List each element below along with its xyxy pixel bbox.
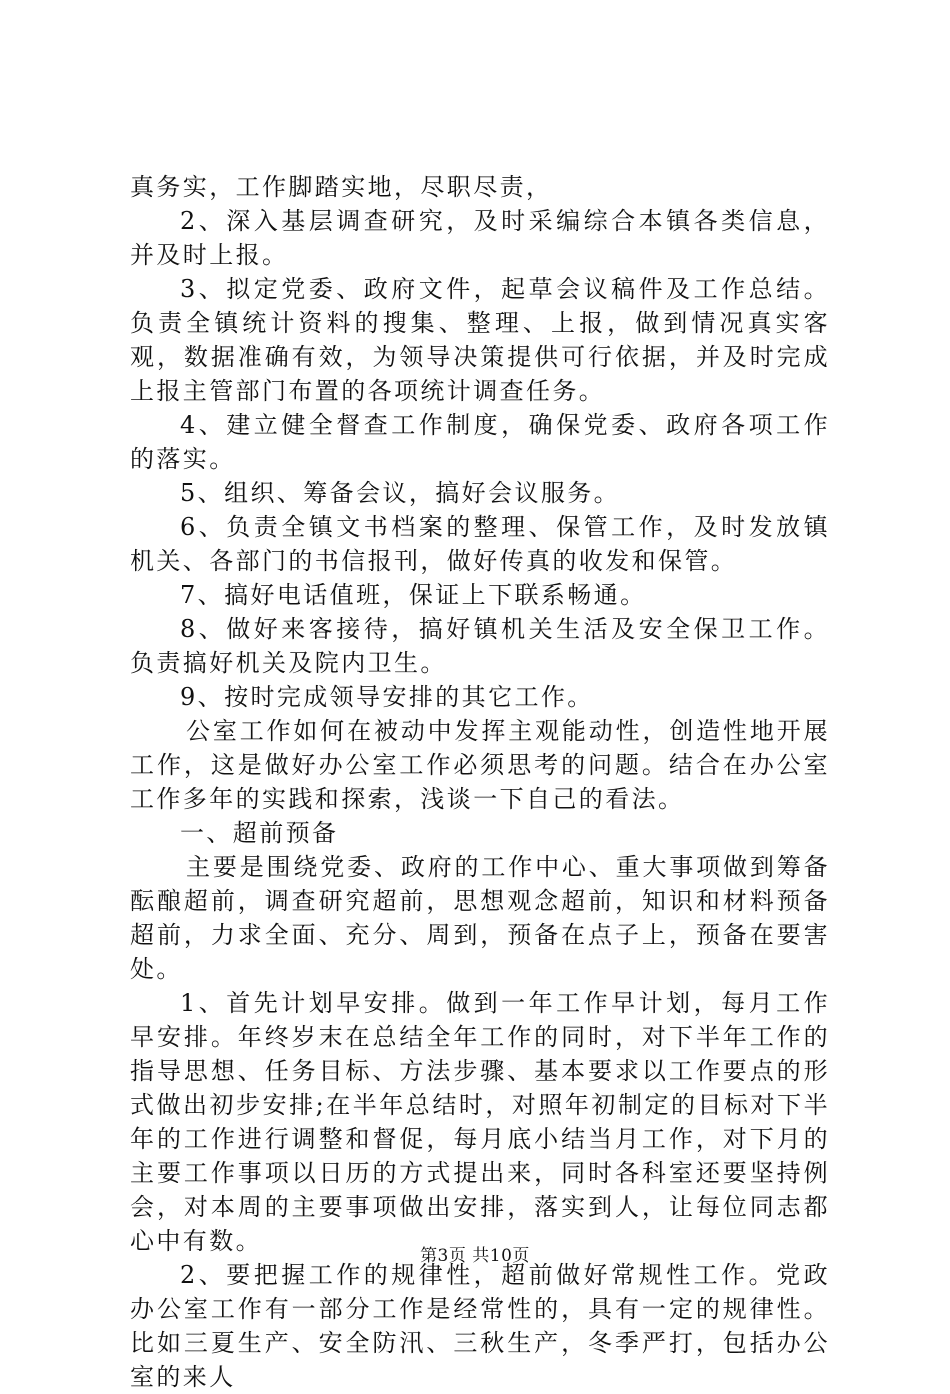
paragraph-item-4: 4、建立健全督查工作制度，确保党委、政府各项工作的落实。: [130, 411, 830, 473]
paragraph-item-7: 7、搞好电话值班，保证上下联系畅通。: [180, 581, 647, 609]
paragraph-item-6: 6、负责全镇文书档案的整理、保管工作，及时发放镇机关、各部门的书信报刊，做好传真的收发和保管。: [130, 513, 830, 575]
paragraph-item-2: 2、深入基层调查研究，及时采编综合本镇各类信息，并及时上报。: [130, 207, 830, 269]
paragraph-item-3: 3、拟定党委、政府文件，起草会议稿件及工作总结。负责全镇统计资料的搜集、整理、上报，做到情况真实客观，数据准确有效，为领导决策提供可行依据，并及时完成上报主管部门布置的各项统计调查任务。: [130, 275, 830, 405]
paragraph-item-9: 9、按时完成领导安排的其它工作。: [180, 683, 594, 711]
paragraph-point-1: 1、首先计划早安排。做到一年工作早计划，每月工作早安排。年终岁末在总结全年工作的同时，对下半年工作的指导思想、任务目标、方法步骤、基本要求以工作要点的形式做出初步安排;在半年总结时，对照年初制定的目标对下半年的工作进行调整和督促，每月底小结当月工作，对下月的主要工作事项以日历的方式提出来，同时各科室还要坚持例会，对本周的主要事项做出安排，落实到人，让每位同志都心中有数。: [130, 989, 830, 1255]
page-number-footer: 第3页 共10页: [420, 1246, 530, 1266]
paragraph-intro: 公室工作如何在被动中发挥主观能动性，创造性地开展工作，这是做好办公室工作必须思考的问题。结合在办公室工作多年的实践和探索，浅谈一下自己的看法。: [130, 717, 830, 813]
document-body: [130, 170, 830, 1394]
section-heading: 一、超前预备: [180, 819, 339, 847]
paragraph-continuation: 真务实，工作脚踏实地，尽职尽责，: [130, 173, 553, 201]
paragraph-item-8: 8、做好来客接待，搞好镇机关生活及安全保卫工作。负责搞好机关及院内卫生。: [130, 615, 830, 677]
paragraph-item-5: 5、组织、筹备会议，搞好会议服务。: [180, 479, 621, 507]
paragraph-section-summary: 主要是围绕党委、政府的工作中心、重大事项做到筹备酝酿超前，调查研究超前，思想观念超前，知识和材料预备超前，力求全面、充分、周到，预备在点子上，预备在要害处。: [130, 853, 830, 983]
paragraph-point-2: 2、要把握工作的规律性，超前做好常规性工作。党政办公室工作有一部分工作是经常性的，具有一定的规律性。比如三夏生产、安全防汛、三秋生产，冬季严打，包括办公室的来人: [130, 1261, 830, 1391]
